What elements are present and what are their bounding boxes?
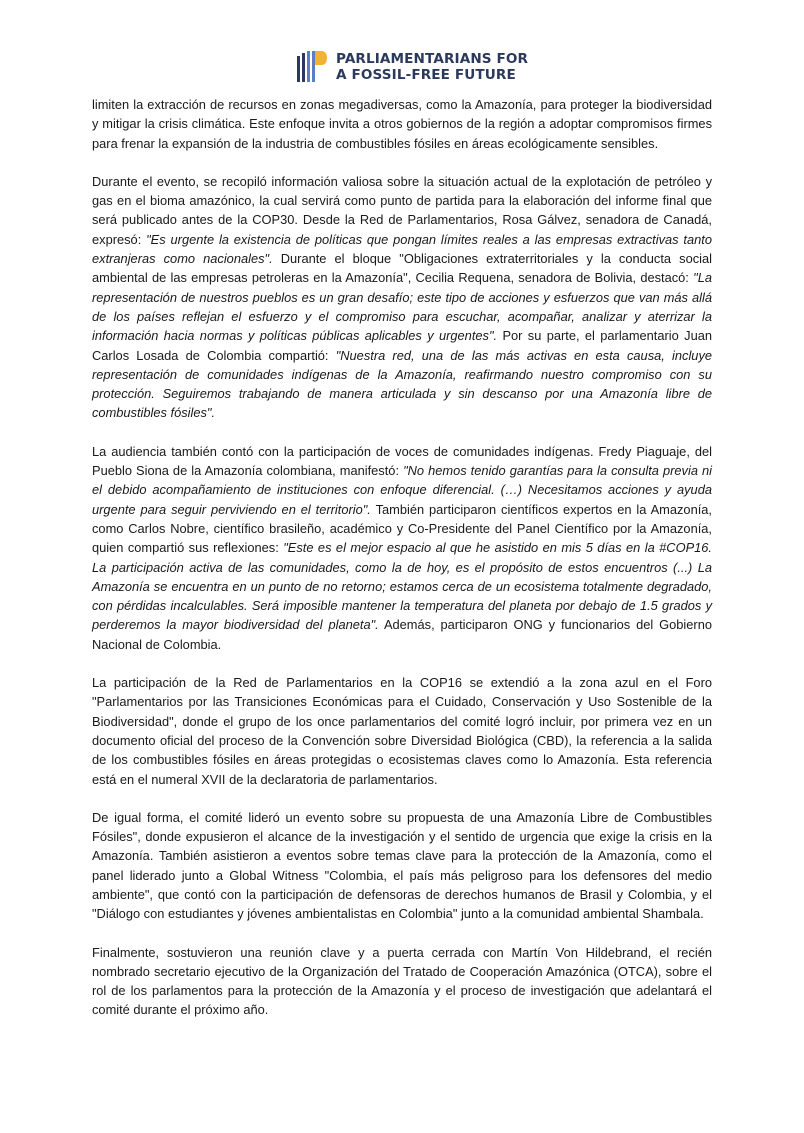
document-body	[92, 95, 712, 1068]
paragraph-3-text-3: Además, participaron ONG y funcionarios del Gobierno Nacional de Colombia.	[92, 617, 712, 652]
paragraph-4: La participación de la Red de Parlamentarios en la COP16 se extendió a la zona azul en el Foro "Parlamentarios por las Transiciones Económicas para el Cuidado, Conservación y Uso Sostenible de la Biodiversidad", donde el grupo de los once parlamentarios del comité logró incluir, por primera vez en un documento oficial del proceso de la Convención sobre Diversidad Biológica (CBD), la referencia a la salida de los combustibles fósiles en áreas protegidas o ecosistemas claves como lo Amazonía. Esta referencia está en el numeral XVII de la declaratoria de parlamentarios.	[92, 675, 712, 787]
paragraph-5: De igual forma, el comité lideró un evento sobre su propuesta de una Amazonía Libre de Combustibles Fósiles", donde expusieron el alcance de la investigación y el sentido de urgencia que exige la crisis en la Amazonía. También asistieron a eventos sobre temas clave para la protección de la Amazonía, como el panel liderado junto a Global Witness "Colombia, el país más peligroso para los defensores del medio ambiente", que contó con la participación de defensoras de derechos humanos de Brasil y Colombia, y el "Diálogo con estudiantes y jóvenes ambientalistas en Colombia" junto a la comunidad ambiental Shambala.	[92, 809, 712, 922]
quote-carlos-nobre: "Este es el mejor espacio al que he asistido en mis 5 días en la #COP16. La participación activa de las comunidades, como la de hoy, es el propósito de estos encuentros (...) La Amazonía se encuentra en un punto de no retorno; estamos cerca de un ecosistema totalmente degradado, con pérdidas incalculables. Será imposible mantener la temperatura del planeta por debajo de 1.5 grados y perderemos la mayor biodiversidad del planeta".	[92, 540, 712, 633]
ppff-logo-icon	[296, 48, 328, 86]
paragraph-3-text-2: También participaron científicos expertos en la Amazonía, como Carlos Nobre, científico brasileño, académico y Co-Presidente del Panel Científico por la Amazonía, quien compartió sus reflexiones:	[92, 501, 712, 556]
quote-fredy-piaguaje: "No hemos tenido garantías para la consulta previa ni el debido acompañamiento de instituciones con enfoque diferencial. (…) Necesitamos acciones y ayuda urgente para seguir perviviendo en el territorio".	[92, 463, 713, 517]
paragraph-1: limiten la extracción de recursos en zonas megadiversas, como la Amazonía, para proteger la biodiversidad y mitigar la crisis climática. Este enfoque invita a otros gobiernos de la región a adoptar compromisos firmes para frenar la expansión de la industria de combustibles fósiles en áreas ecológicamente sensibles.	[92, 97, 712, 151]
paragraph-2	[92, 172, 712, 423]
paragraph-2-text-2: Durante el bloque "Obligaciones extraterritoriales y la conducta social ambiental de las empresas petroleras en la Amazonía", Cecilia Requena, senadora de Bolivia, destacó:	[92, 251, 712, 286]
quote-cecilia-requena: "La representación de nuestros pueblos es un gran desafío; este tipo de acciones y esfuerzos que van más allá de los países reflejan el esfuerzo y el compromiso para escuchar, acompañar, analizar y aterrizar la información hacia normas y políticas públicas aplicables y urgentes".	[92, 270, 712, 344]
paragraph-3-text-1: La audiencia también contó con la participación de voces de comunidades indígenas. Fredy Piaguaje, del Pueblo Siona de la Amazonía colombiana, manifestó:	[92, 443, 712, 479]
paragraph-3	[92, 442, 712, 654]
quote-juan-carlos-losada: "Nuestra red, una de las más activas en esta causa, incluye representación de comunidades indígenas de la Amazonía, reafirmando nuestro compromiso con su protección. Seguiremos trabajando de manera articulada y sin descanso por una Amazonía libre de combustibles fósiles".	[92, 347, 713, 421]
paragraph-2-text-1: Durante el evento, se recopiló información valiosa sobre la situación actual de la explotación de petróleo y gas en el bioma amazónico, la cual servirá como punto de partida para la elaboración del informe final que será publicado antes de la COP30. Desde la Red de Parlamentarios, Rosa Gálvez, senadora de Canadá, expresó:	[92, 173, 712, 247]
logo-line-2: A FOSSIL-FREE FUTURE	[336, 67, 516, 83]
paragraph-2-text-3: Por su parte, el parlamentario Juan Carlos Losada de Colombia compartió:	[92, 328, 713, 363]
quote-rosa-galvez: "Es urgente la existencia de políticas que pongan límites reales a las empresas extractivas tanto extranjeras como nacionales".	[92, 231, 712, 267]
logo-wordmark	[336, 51, 528, 83]
paragraph-6: Finalmente, sostuvieron una reunión clave y a puerta cerrada con Martín Von Hildebrand, el recién nombrado secretario ejecutivo de la Organización del Tratado de Cooperación Amazónica (OTCA), sobre el rol de los parlamentos para la protección de la Amazonía y el proceso de investigación que adelantará el comité durante el próximo año.	[92, 944, 712, 1018]
page-header	[296, 47, 528, 87]
logo-line-1: PARLIAMENTARIANS FOR	[336, 51, 529, 67]
